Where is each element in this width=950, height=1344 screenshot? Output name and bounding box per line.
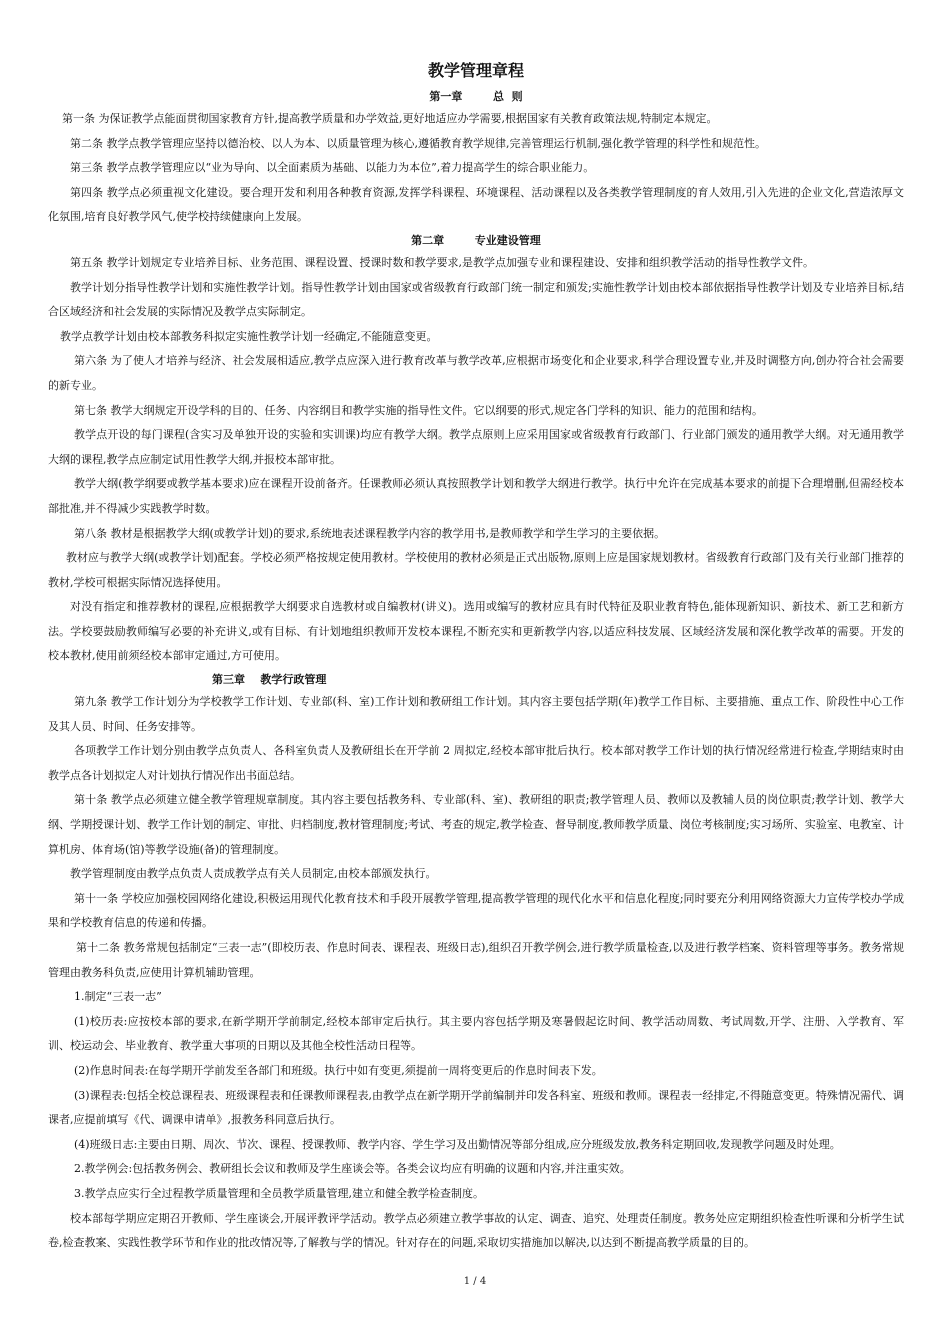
paragraph: 2.教学例会:包括教务例会、教研组长会议和教师及学生座谈会等。各类会议均应有明确的议题和内容,并注重实效。 — [74, 1162, 631, 1176]
paragraph: 第二条 教学点教学管理应坚持以德治校、以人为本、以质量管理为核心,遵循教育教学规律,完善管理运行机制,强化教学管理的科学性和规范性。 — [70, 136, 766, 150]
paragraph: 第十条 教学点必须建立健全教学管理规章制度。其内容主要包括教务科、专业部(科、室)、教研组的职责;教学管理人员、教师以及教辅人员的岗位职责;教学计划、教学大纲、学期授课计划、教学工作计划的制定、审批、归档制度,教材管理制度;考试、考查的规定,教学检查、督导制度,教师教学质量、岗位考核制度;实习场所、实验室、电教室、计算机房、体育场(馆)等教学设施(备)的管理制度。 — [48, 793, 904, 856]
paragraph: 教学点教学计划由校本部教务科拟定实施性教学计划一经确定,不能随意变更。 — [60, 329, 438, 343]
document-title: 教学管理章程 — [427, 61, 524, 80]
paragraph: 教材应与教学大纲(或教学计划)配套。学校必须严格按规定使用教材。学校使用的教材必须是正式出版物,原则上应是国家规划教材。省级教育行政部门及有关行业部门推荐的教材,学校可根据实际情况选择使用。 — [48, 551, 904, 589]
paragraph: 第十一条 学校应加强校园网络化建设,积极运用现代化教育技术和手段开展教学管理,提高教学管理的现代化水平和信息化程度;同时要充分利用网络资源大力宣传学校办学成果和学校教育信息的传递和传播。 — [48, 891, 904, 930]
paragraph: (4)班级日志:主要由日期、周次、节次、课程、授课教师、教学内容、学生学习及出勤情况等部分组成,应分班级发放,教务科定期回收,发现教学问题及时处理。 — [74, 1137, 841, 1151]
chapter-1-heading: 第一章 总 则 — [429, 90, 523, 103]
paragraph: 第九条 教学工作计划分为学校教学工作计划、专业部(科、室)工作计划和教研组工作计划。其内容主要包括学期(年)教学工作目标、主要措施、重点工作、阶段性中心工作及其人员、时间、任务安排等。 — [48, 695, 904, 733]
paragraph: 对没有指定和推荐教材的课程,应根据教学大纲要求自选教材或自编教材(讲义)。选用或编写的教材应具有时代特征及职业教育特色,能体现新知识、新技术、新工艺和新方法。学校要鼓励教师编写必要的补充讲义,或有目标、有计划地组织教师开发校本课程,不断充实和更新教学内容,以适应科技发展、区域经济发展和深化教学改革的需要。开发的校本教材,使用前须经校本部审定通过,方可使用。 — [48, 600, 904, 663]
paragraph: (1)校历表:应按校本部的要求,在新学期开学前制定,经校本部审定后执行。其主要内容包括学期及寒暑假起讫时间、教学活动周数、考试周数,开学、注册、入学教育、军训、校运动会、毕业教育、教学重大事项的日期以及其他全校性活动日程等。 — [48, 1014, 904, 1053]
paragraph: 第六条 为了使人才培养与经济、社会发展相适应,教学点应深入进行教育改革与教学改革,应根据市场变化和企业要求,科学合理设置专业,并及时调整方向,创办符合社会需要的新专业。 — [48, 354, 904, 392]
paragraph: 教学大纲(教学纲要或教学基本要求)应在课程开设前备齐。任课教师必须认真按照教学计划和教学大纲进行教学。执行中允许在完成基本要求的前提下合理增删,但需经校本部批准,并不得减少实践教学时数。 — [48, 477, 904, 515]
paragraph: 教学管理制度由教学点负责人责成教学点有关人员制定,由校本部颁发执行。 — [70, 867, 437, 881]
paragraph: 1.制定“三表一志” — [74, 990, 162, 1004]
paragraph: 第三条 教学点教学管理应以“业为导向、以全面素质为基础、以能力为本位”,着力提高学生的综合职业能力。 — [70, 161, 595, 175]
chapter-3-heading: 第三章 教学行政管理 — [212, 673, 327, 687]
page-number: 1 / 4 — [463, 1276, 487, 1287]
paragraph: 第八条 教材是根据教学大纲(或教学计划)的要求,系统地表述课程教学内容的教学用书,是教师教学和学生学习的主要依据。 — [74, 526, 666, 540]
paragraph: 第十二条 教务常规包括制定“三表一志”(即校历表、作息时间表、课程表、班级日志),组织召开教学例会,进行教学质量检查,以及进行教学档案、资料管理等事务。教务常规管理由教务科负责,应使用计算机辅助管理。 — [48, 941, 904, 979]
paragraph: 第一条 为保证教学点能面贯彻国家教育方针,提高教学质量和办学效益,更好地适应办学需要,根据国家有关教育政策法规,特制定本规定。 — [62, 112, 718, 125]
paragraph: 第五条 教学计划规定专业培养目标、业务范围、课程设置、授课时数和教学要求,是教学点加强专业和课程建设、安排和组织教学活动的指导性教学文件。 — [70, 255, 814, 269]
paragraph: 第七条 教学大纲规定开设学科的目的、任务、内容纲目和教学实施的指导性文件。它以纲要的形式,规定各门学科的知识、能力的范围和结构。 — [74, 403, 763, 417]
paragraph: 教学点开设的每门课程(含实习及单独开设的实验和实训课)均应有教学大纲。教学点原则上应采用国家或省级教育行政部门、行业部门颁发的通用教学大纲。对无通用教学大纲的课程,教学点应制定试用性教学大纲,并报校本部审批。 — [48, 428, 904, 466]
paragraph: 3.教学点应实行全过程教学质量管理和全员教学质量管理,建立和健全教学检查制度。 — [74, 1186, 484, 1200]
paragraph: 各项教学工作计划分别由教学点负责人、各科室负责人及教研组长在开学前 2 周拟定,经校本部审批后执行。校本部对教学工作计划的执行情况经常进行检查,学期结束时由教学点各计划拟定人对计划执行情况作出书面总结。 — [48, 744, 904, 782]
chapter-2-heading: 第二章 专业建设管理 — [411, 233, 541, 247]
paragraph: (2)作息时间表:在每学期开学前发至各部门和班级。执行中如有变更,须提前一周将变更后的作息时间表下发。 — [74, 1063, 603, 1077]
document-page — [48, 58, 904, 1256]
paragraph: 第四条 教学点必须重视文化建设。要合理开发和利用各种教育资源,发挥学科课程、环境课程、活动课程以及各类教学管理制度的育人效用,引入先进的企业文化,营造浓厚文化氛围,培育良好教学风气,使学校持续健康向上发展。 — [48, 185, 904, 224]
paragraph: 教学计划分指导性教学计划和实施性教学计划。指导性教学计划由国家或省级教育行政部门统一制定和颁发;实施性教学计划由校本部依据指导性教学计划及专业培养目标,结合区域经济和社会发展的实际情况及教学点实际制定。 — [48, 280, 904, 319]
paragraph: (3)课程表:包括全校总课程表、班级课程表和任课教师课程表,由教学点在新学期开学前编制并印发各科室、班级和教师。课程表一经排定,不得随意变更。特殊情况需代、调课者,应提前填写《代、调课申请单》,报教务科同意后执行。 — [48, 1088, 904, 1127]
paragraph: 校本部每学期应定期召开教师、学生座谈会,开展评教评学活动。教学点必须建立教学事故的认定、调查、追究、处理责任制度。教务处应定期组织检查性听课和分析学生试卷,检查教案、实践性教学环节和作业的批改情况等,了解教与学的情况。针对存在的问题,采取切实措施加以解决,以达到不断提高教学质量的目的。 — [48, 1211, 904, 1250]
